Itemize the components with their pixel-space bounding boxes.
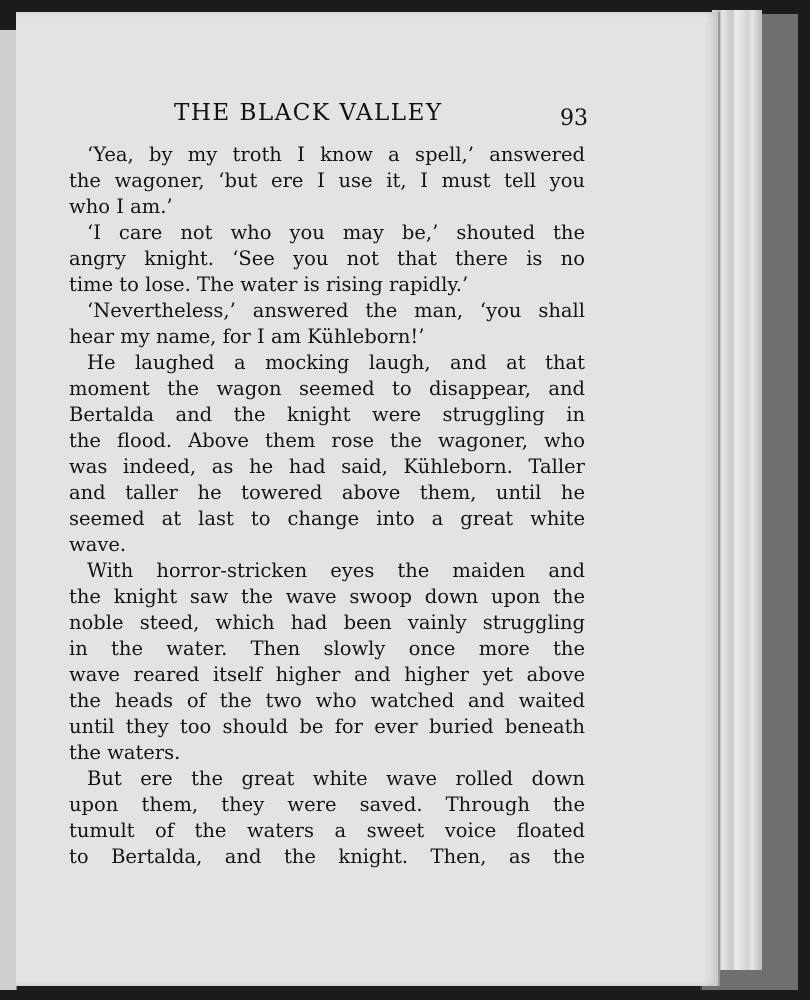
text-line: the waters. [69,741,181,764]
text-line: upon them, they were saved. Through the [69,793,585,816]
text-line: ‘I care not who you may be,’ shouted the [87,221,585,244]
text-line: tumult of the waters a sweet voice floated [69,819,585,842]
text-line: ‘Nevertheless,’ answered the man, ‘you shall [87,299,585,322]
text-line: who I am.’ [69,195,173,218]
text-line: time to lose. The water is rising rapidly.’ [69,273,469,296]
text-line: until they too should be for ever buried beneath [69,715,585,738]
text-line: was indeed, as he had said, Kühleborn. Taller [69,455,585,478]
text-line: to Bertalda, and the knight. Then, as the [69,845,585,868]
adjacent-page-edge [0,30,17,990]
text-line: hear my name, for I am Kühleborn!’ [69,325,425,348]
text-line: moment the wagon seemed to disappear, and [69,377,585,400]
text-line: and taller he towered above them, until he [69,481,585,504]
text-line: noble steed, which had been vainly struggling [69,611,585,634]
text-line: the knight saw the wave swoop down upon the [69,585,585,608]
text-line: With horror-stricken eyes the maiden and [87,559,585,582]
text-line: ‘Yea, by my troth I know a spell,’ answered [87,143,585,166]
text-line: the wagoner, ‘but ere I use it, I must tell you [69,169,585,192]
text-line: the heads of the two who watched and waited [69,689,585,712]
text-line: angry knight. ‘See you not that there is no [69,247,585,270]
page-header [16,100,718,136]
body-text [69,142,585,870]
text-line: Bertalda and the knight were struggling in [69,403,585,426]
page-number: 93 [560,106,588,131]
book-page [16,12,720,986]
text-line: wave reared itself higher and higher yet above [69,663,585,686]
running-title: THE BLACK VALLEY [174,100,443,126]
text-line: He laughed a mocking laugh, and at that [87,351,585,374]
text-line: the flood. Above them rose the wagoner, who [69,429,585,452]
text-line: in the water. Then slowly once more the [69,637,585,660]
text-line: But ere the great white wave rolled down [87,767,585,790]
text-line: seemed at last to change into a great white [69,507,585,530]
text-line: wave. [69,533,127,556]
